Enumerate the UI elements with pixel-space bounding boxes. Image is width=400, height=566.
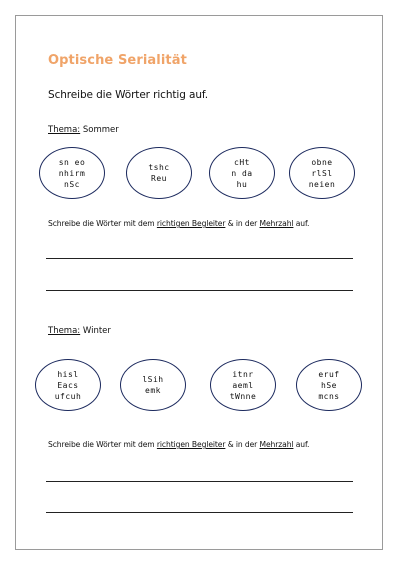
- letter-row: itnr: [232, 369, 254, 379]
- letter-row: cHt: [234, 157, 250, 167]
- writing-line[interactable]: [46, 290, 353, 291]
- theme-label-sommer: [48, 125, 119, 135]
- worksheet-title: Optische Serialität: [48, 53, 187, 68]
- letter-circle: [289, 147, 355, 199]
- sentence-underlined: richtigen Begleiter: [156, 219, 226, 228]
- sentence-underlined: richtigen Begleiter: [156, 440, 226, 449]
- letter-row: tshc: [148, 163, 170, 172]
- task-sentence: [48, 219, 309, 228]
- writing-line[interactable]: [46, 512, 353, 513]
- sentence-text: & in der: [225, 440, 260, 449]
- instruction-text: Schreibe die Wörter richtig auf.: [48, 89, 208, 101]
- letter-row: neien: [308, 179, 336, 189]
- letter-row: aeml: [232, 380, 254, 390]
- theme-name: Sommer: [82, 125, 119, 135]
- letter-row: hu: [236, 179, 248, 189]
- sentence-text: auf.: [293, 219, 310, 228]
- letter-row: emk: [145, 386, 161, 395]
- theme-prefix: Thema:: [48, 326, 81, 336]
- letter-circle: [35, 359, 101, 411]
- theme-prefix: Thema:: [48, 125, 81, 135]
- letter-circle: [120, 359, 186, 411]
- writing-line[interactable]: [46, 258, 353, 259]
- letter-row: nSc: [64, 179, 80, 189]
- sentence-underlined: Mehrzahl: [259, 440, 294, 449]
- theme-name: Winter: [82, 326, 111, 336]
- letter-row: rlSl: [311, 168, 333, 178]
- letter-row: Reu: [151, 174, 167, 183]
- letter-circle: [39, 147, 105, 199]
- sentence-underlined: Mehrzahl: [259, 219, 294, 228]
- sentence-text: auf.: [293, 440, 310, 449]
- letter-row: obne: [311, 157, 333, 167]
- letter-row: n da: [231, 168, 253, 178]
- theme-label-winter: [48, 326, 111, 336]
- letter-row: sn eo: [58, 157, 86, 167]
- letter-circle: [209, 147, 275, 199]
- letter-row: hSe: [321, 380, 337, 390]
- letter-row: mcns: [318, 391, 340, 401]
- task-sentence: [48, 440, 309, 449]
- sentence-text: Schreibe die Wörter mit dem: [48, 219, 157, 228]
- letter-row: ufcuh: [54, 391, 82, 401]
- letter-row: lSih: [142, 375, 164, 384]
- letter-row: nhirm: [58, 168, 86, 178]
- letter-row: tWnne: [229, 391, 257, 401]
- sentence-text: Schreibe die Wörter mit dem: [48, 440, 157, 449]
- letter-circle: [126, 147, 192, 199]
- letter-circle: [210, 359, 276, 411]
- writing-line[interactable]: [46, 481, 353, 482]
- sentence-text: & in der: [225, 219, 260, 228]
- letter-row: Eacs: [57, 380, 79, 390]
- letter-row: eruf: [318, 369, 340, 379]
- letter-row: hisl: [57, 369, 79, 379]
- letter-circle: [296, 359, 362, 411]
